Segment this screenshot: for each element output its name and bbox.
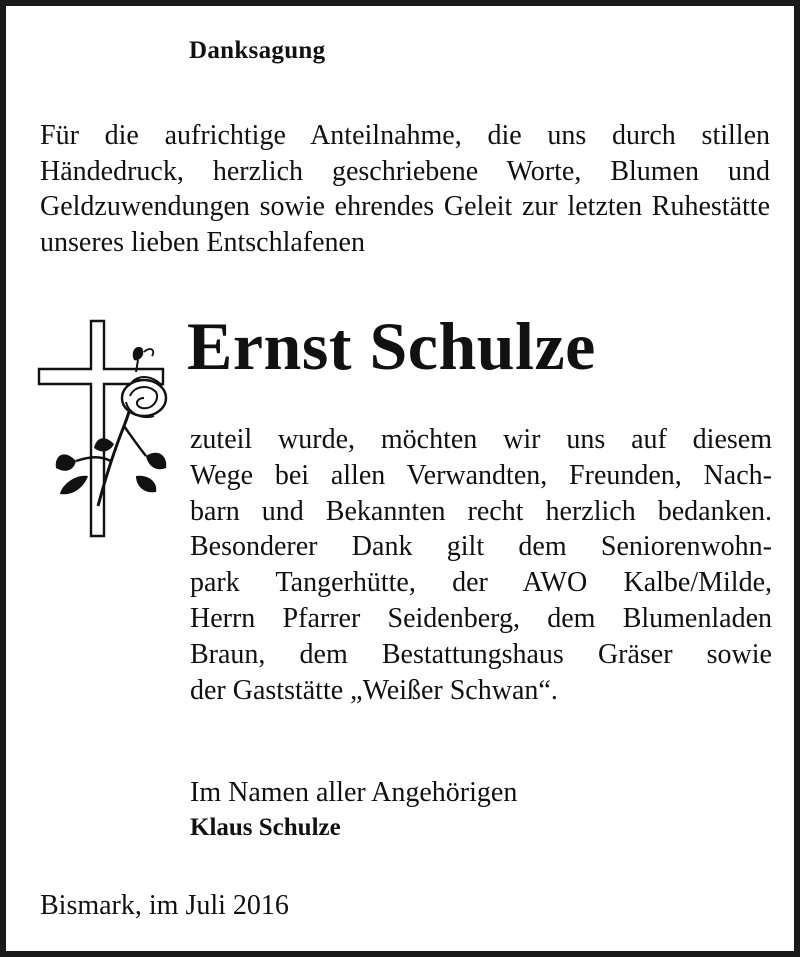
text-line: Braun, dem Bestattungshaus Gräser sowie bbox=[190, 638, 772, 670]
notice-heading: Danksagung bbox=[189, 37, 326, 64]
deceased-name: Ernst Schulze bbox=[187, 308, 596, 384]
text-line: park Tangerhütte, der AWO Kalbe/Milde, bbox=[190, 567, 772, 599]
cross-with-rose-icon bbox=[36, 316, 171, 541]
text-line: zuteil wurde, möchten wir uns auf diesem bbox=[190, 424, 772, 455]
text-line: barn und Bekannten recht herzlich bedanken. bbox=[190, 495, 772, 527]
intro-paragraph: Für die aufrichtige Anteilnahme, die uns durch stillen Händedruck, herzlich geschriebene Worte, Blumen und Geldzuwendungen sowie ehrendes Geleit zur letzten Ruhestätte unseres lieben Entschlafenen bbox=[40, 120, 770, 258]
signer-name: Klaus Schulze bbox=[190, 814, 341, 841]
text-line: Wege bei allen Verwandten, Freunden, Nach- bbox=[190, 459, 772, 491]
text-line: Herrn Pfarrer Seidenberg, dem Blumenladen bbox=[190, 602, 772, 634]
thanks-paragraph bbox=[190, 422, 772, 708]
closing-line: Im Namen aller Angehörigen bbox=[190, 777, 518, 808]
text-line: Besonderer Dank gilt dem Seniorenwohn- bbox=[190, 531, 772, 563]
text-line: der Gaststätte „Weißer Schwan“. bbox=[190, 674, 558, 706]
place-date: Bismark, im Juli 2016 bbox=[40, 890, 289, 921]
